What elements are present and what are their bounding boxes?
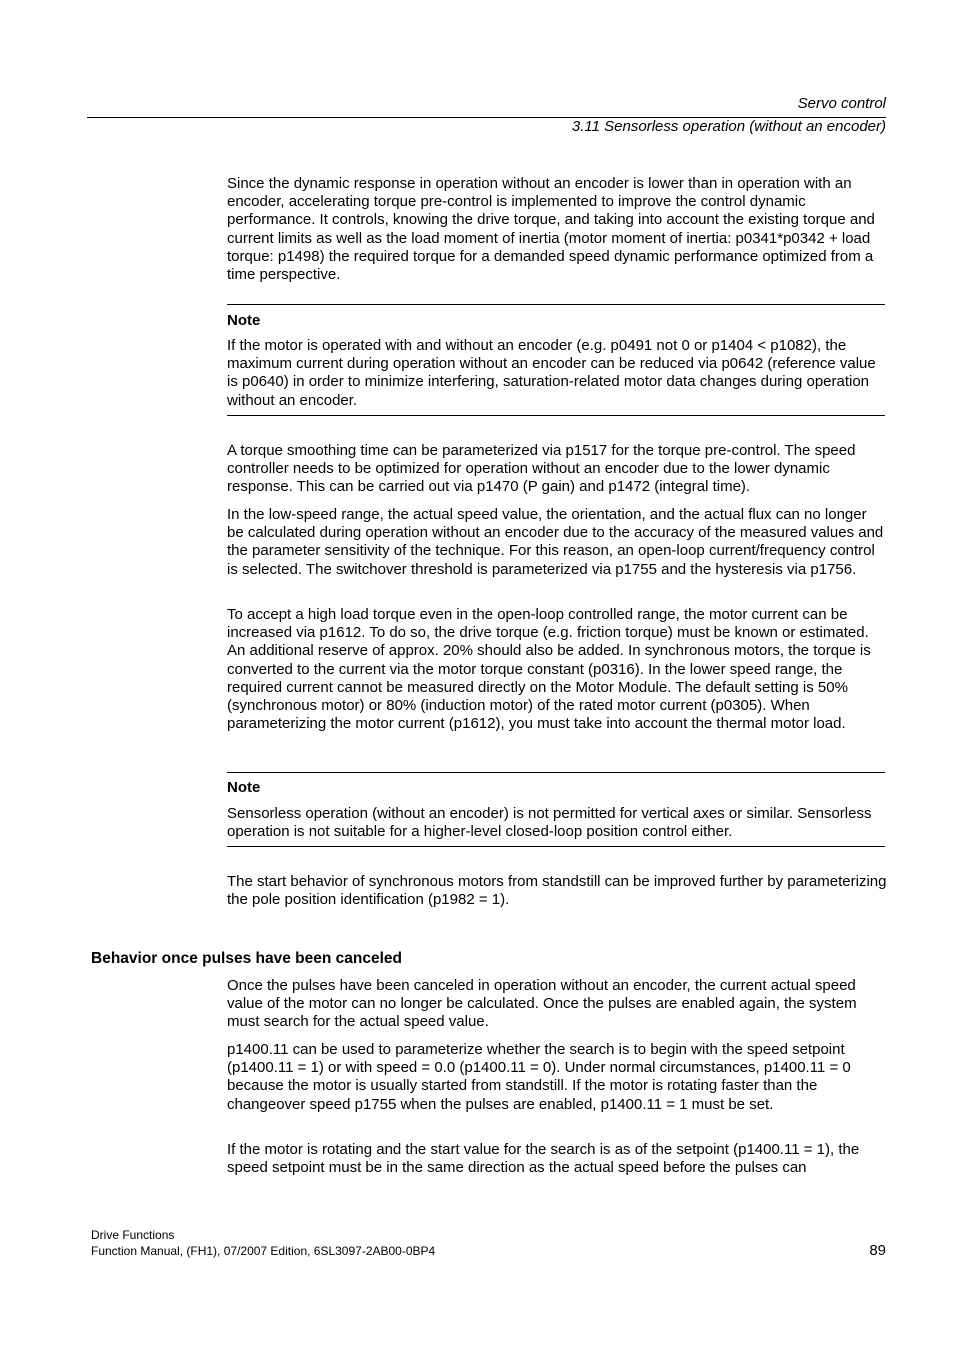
paragraph-text: To accept a high load torque even in the open-loop controlled range, the motor current can be increased via p1612. To do so, the drive torque (e.g. friction torque) must be known or estimated. An additional reserve of approx. 20% should also be added. In synchronous motors, the torque is converted to the current via the motor torque constant (p0316). In the lower speed range, the required current cannot be measured directly on the Motor Module. The default setting is 50% (synchronous motor) or 80% (induction motor) of the rated motor current (p0305). When parameterizing the motor current (p1612), you must take into account the thermal motor load.	[227, 606, 871, 733]
paragraph-start-behavior	[227, 873, 887, 909]
paragraph-text: If the motor is rotating and the start value for the search is as of the setpoint (p1400.11 = 1), the speed setpoint must be in the same direction as the actual speed before the pulses can	[227, 1141, 860, 1177]
paragraph-low-speed	[227, 506, 887, 579]
note-body	[227, 337, 887, 410]
footer-edition: Function Manual, (FH1), 07/2007 Edition, 6SL3097-2AB00-0BP4	[91, 1244, 436, 1258]
page-number: 89	[869, 1242, 886, 1259]
paragraph-intro	[227, 175, 887, 284]
paragraph-load-torque	[227, 606, 887, 733]
footer-title: Drive Functions	[91, 1228, 175, 1242]
note-body	[227, 805, 887, 841]
note-title: Note	[227, 312, 261, 329]
paragraph-search-start	[227, 1041, 887, 1114]
paragraph-text: p1400.11 can be used to parameterize whether the search is to begin with the speed setpoint (p1400.11 = 1) or with speed = 0.0 (p1400.11 = 0). Under normal circumstances, p1400.11 = 0 because the motor is usually started from standstill. If the motor is rotating faster than the changeover speed p1755 when the pulses are enabled, p1400.11 = 1 must be set.	[227, 1041, 851, 1113]
note-text: If the motor is operated with and without an encoder (e.g. p0491 not 0 or p1404 < p1082), the maximum current during operation without an encoder can be reduced via p0642 (reference value is p0640) in order to minimize interfering, saturation-related motor data changes during operation without an encoder.	[227, 337, 876, 409]
section-heading: Behavior once pulses have been canceled	[91, 950, 402, 967]
note-top-rule	[227, 304, 885, 305]
paragraph-text: Once the pulses have been canceled in operation without an encoder, the current actual speed value of the motor can no longer be calculated. Once the pulses are enabled again, the system must search for the actual speed value.	[227, 977, 857, 1031]
note-top-rule	[227, 772, 885, 773]
paragraph-text: A torque smoothing time can be parameterized via p1517 for the torque pre-control. The speed controller needs to be optimized for operation without an encoder due to the lower dynamic response. This can be carried out via p1470 (P gain) and p1472 (integral time).	[227, 442, 856, 496]
paragraph-text: In the low-speed range, the actual speed value, the orientation, and the actual flux can no longer be calculated during operation without an encoder due to the accuracy of the measured values and the parameter sensitivity of the technique. For this reason, an open-loop current/frequency control is selected. The switchover threshold is parameterized via p1755 and the hysteresis via p1756.	[227, 506, 884, 578]
note-title: Note	[227, 779, 261, 796]
paragraph-motor-rotating	[227, 1141, 887, 1177]
paragraph-text: The start behavior of synchronous motors from standstill can be improved further by parameterizing the pole position identification (p1982 = 1).	[227, 873, 887, 909]
paragraph-text: Since the dynamic response in operation without an encoder is lower than in operation with an encoder, accelerating torque pre-control is implemented to improve the control dynamic performance. It controls, knowing the drive torque, and taking into account the existing torque and current limits as well as the load moment of inertia (motor moment of inertia: p0341*p0342 + load torque: p1498) the required torque for a demanded speed dynamic performance optimized from a time perspective.	[227, 175, 875, 284]
paragraph-pulses-canceled	[227, 977, 887, 1032]
note-text: Sensorless operation (without an encoder) is not permitted for vertical axes or similar. Sensorless operation is not suitable for a higher-level closed-loop position control either.	[227, 805, 872, 841]
note-bottom-rule	[227, 846, 885, 847]
header-chapter: Servo control	[797, 95, 886, 112]
paragraph-torque-smoothing	[227, 442, 887, 497]
header-section: 3.11 Sensorless operation (without an encoder)	[571, 118, 886, 135]
note-bottom-rule	[227, 415, 885, 416]
